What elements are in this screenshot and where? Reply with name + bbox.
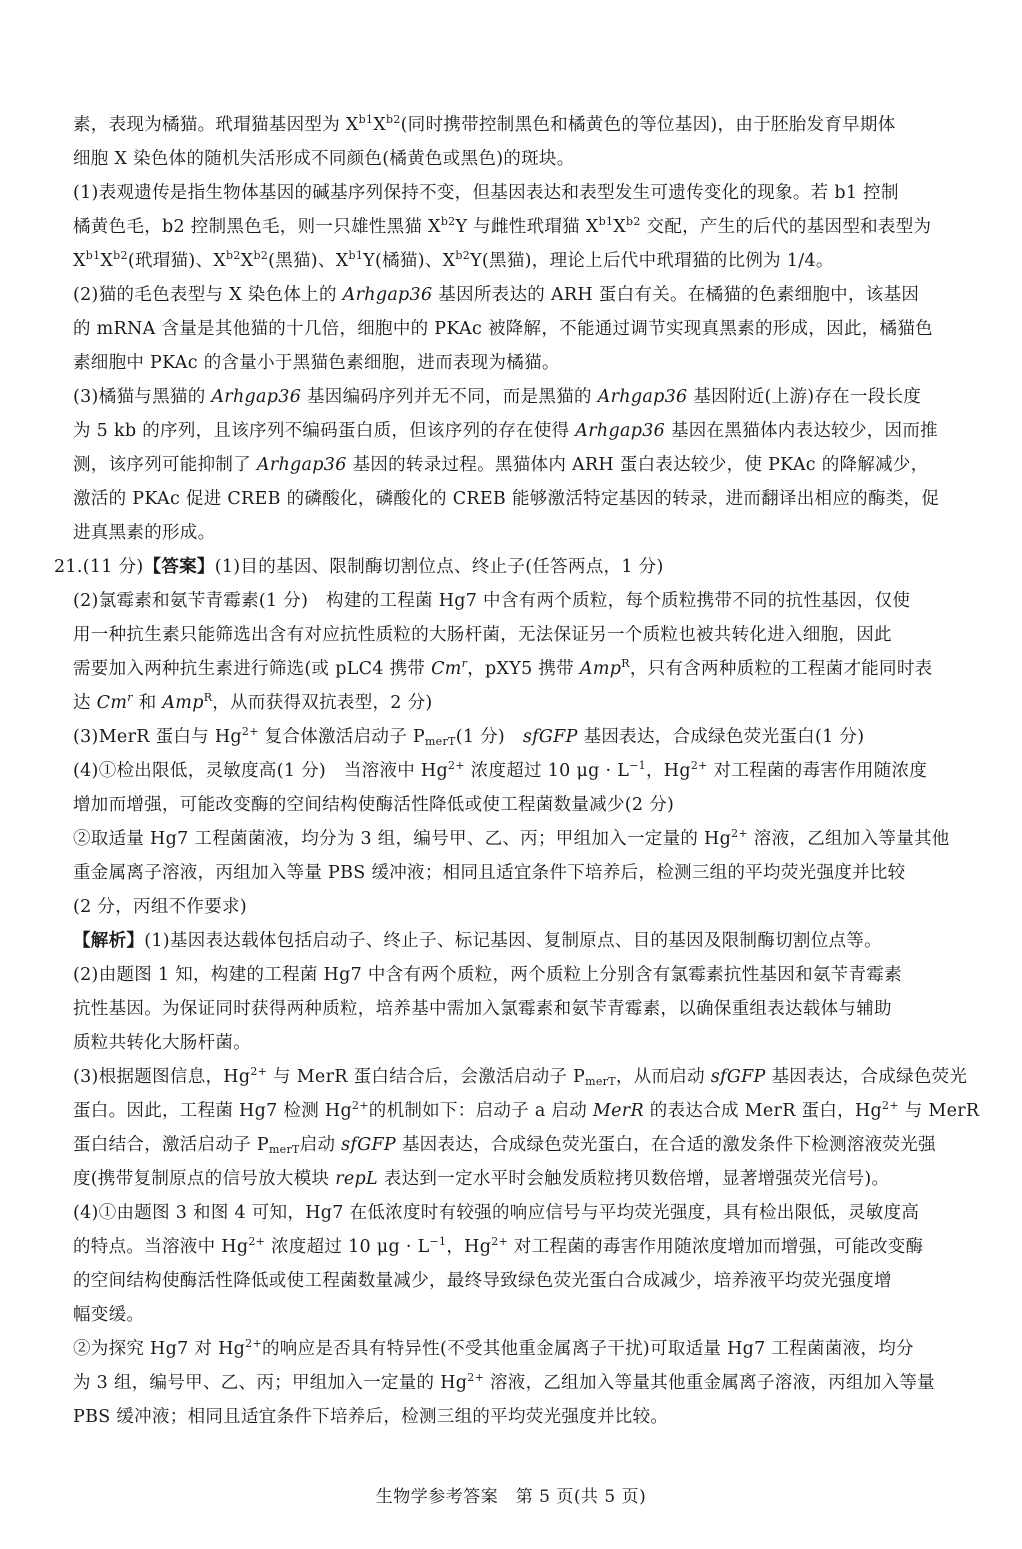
analysis-4b-line: [73, 1366, 985, 1400]
superscript: 2+: [250, 1065, 268, 1078]
gene-name: sfGFP: [710, 1067, 766, 1087]
paragraph-3-line: 进真黑素的形成。: [73, 523, 216, 543]
superscript: R: [203, 691, 213, 704]
gene-name: Amp: [579, 659, 622, 679]
text-span: 对工程菌的毒害作用随浓度增加而增强，可能改变酶: [508, 1237, 924, 1257]
text-span: 蛋白结合，激活启动子 P: [73, 1135, 269, 1155]
superscript: b1: [358, 113, 374, 126]
text-span: ，pXY5 携带: [467, 659, 580, 679]
text-span: 启动: [299, 1135, 342, 1155]
answer-3-line: [73, 720, 985, 754]
text-span: 复合体激活启动子 P: [258, 727, 425, 747]
superscript: −1: [629, 759, 646, 772]
text-span: ，从而获得双抗表型，2 分): [212, 693, 433, 713]
text-span: 的特点。当溶液中 Hg: [73, 1237, 249, 1257]
text-span: 对工程菌的毒害作用随浓度: [707, 761, 928, 781]
answer-2-line: [73, 652, 985, 686]
answer-2-line: [73, 686, 985, 720]
text-span: ，Hg: [446, 1237, 492, 1257]
answer-4b-line: [73, 822, 985, 856]
text-span: 表达到一定水平时会触发质粒拷贝数倍增，显著增强荧光信号)。: [377, 1169, 890, 1189]
text-span: 交配，产生的后代的基因型和表型为: [646, 217, 932, 237]
intro-line: [73, 108, 985, 142]
text-span: 基因表达，合成绿色荧光蛋白(1 分): [577, 727, 865, 747]
answer-4b-line: (2 分，丙组不作要求): [73, 897, 247, 917]
analysis-4-line: [73, 1230, 985, 1264]
text-span: (1 分): [455, 727, 523, 747]
text-span: 达: [73, 693, 97, 713]
text-span: 的表达合成 MerR 蛋白，Hg: [643, 1101, 883, 1121]
gene-name: repL: [335, 1169, 378, 1189]
text-span: 基因的转录过程。黑猫体内 ARH 蛋白表达较少，使 PKAc 的降解减少，: [346, 455, 929, 475]
text-span: 基因表达，合成绿色荧光: [765, 1067, 968, 1087]
paragraph-2-line: 的 mRNA 含量是其他猫的十几倍，细胞中的 PKAc 被降解，不能通过调节实现真黑素的形成，因此，橘猫色: [73, 319, 933, 339]
answer-page: [54, 108, 985, 1434]
text-span: (黑猫)、X: [268, 251, 349, 271]
gene-name: Arhgap36: [342, 285, 433, 305]
text-span: 的机制如下：启动子 a 启动: [368, 1101, 593, 1121]
superscript: −1: [429, 1235, 447, 1248]
text-span: 基因表达，合成绿色荧光蛋白，在合适的激发条件下检测溶液荧光强: [396, 1135, 936, 1155]
text-span: (同时携带控制黑色和橘黄色的等位基因)，由于胚胎发育早期体: [400, 115, 896, 135]
text-span: 溶液，乙组加入等量其他重金属离子溶液，丙组加入等量: [484, 1373, 935, 1393]
paragraph-1-line: $X^{b1}X^{b2}$(玳瑁猫)、$X^{b2}X^{b2}$(黑猫)、$X^{b1}Y$(橘猫)、$X^{b2}Y$(黑猫)，理论上后代中玳瑁猫的比例为 1/4。: [73, 249, 834, 271]
text-span: 素，表现为橘猫。玳瑁猫基因型为 X: [73, 115, 359, 135]
text-span: 与 MerR 蛋白结合后，会激活启动子 P: [267, 1067, 586, 1087]
paragraph-3-line: [73, 414, 985, 448]
text-span: (3)橘猫与黑猫的: [73, 387, 212, 407]
superscript: 2+: [248, 1235, 266, 1248]
analysis-4-line: 的空间结构使酶活性降低或使工程菌数量减少，最终导致绿色荧光蛋白合成减少，培养液平均荧光强度增: [73, 1271, 892, 1291]
text-span: Y(黑猫)，理论上后代中玳瑁猫的比例为 1/4。: [470, 251, 834, 271]
analysis-3-line: [73, 1162, 985, 1196]
paragraph-2-line: [73, 278, 985, 312]
text-span: ，从而启动: [615, 1067, 711, 1087]
paragraph-1-line: (1)表观遗传是指生物体基因的碱基序列保持不变，但基因表达和表型发生可遗传变化的现象。若 b1 控制: [73, 183, 899, 203]
paragraph-3-line: 激活的 PKAc 促进 CREB 的磷酸化，磷酸化的 CREB 能够激活特定基因的转录，进而翻译出相应的酶类，促: [73, 489, 940, 509]
analysis-1-line: [73, 924, 985, 958]
gene-name: Amp: [162, 693, 204, 713]
text-span: (4)①检出限低，灵敏度高(1 分) 当溶液中 Hg: [73, 761, 448, 781]
superscript: r: [127, 691, 133, 704]
paragraph-3-line: [73, 448, 985, 482]
superscript: 2+: [690, 759, 708, 772]
analysis-tag: 【解析】: [73, 931, 145, 951]
superscript: R: [621, 657, 630, 670]
answer-2-line: (2)氯霉素和氨苄青霉素(1 分) 构建的工程菌 Hg7 中含有两个质粒，每个质粒携带不同的抗性基因，仅使: [73, 591, 911, 611]
text-span: 测，该序列可能抑制了: [73, 455, 257, 475]
text-span: ，Hg: [645, 761, 691, 781]
text-span: Y(橘猫)、X: [363, 251, 456, 271]
text-span: 和: [132, 693, 163, 713]
text-span: (1)目的基因、限制酶切割位点、终止子(任答两点，1 分): [214, 557, 664, 577]
text-span: X: [373, 115, 387, 135]
text-span: ②为探究 Hg7 对 Hg: [73, 1339, 246, 1359]
text-span: 溶液，乙组加入等量其他: [747, 829, 950, 849]
gene-name: Arhgap36: [597, 387, 688, 407]
subscript: merT: [585, 1075, 616, 1088]
text-span: 浓度超过 10 μg · L: [464, 761, 630, 781]
analysis-2-line: 质粒共转化大肠杆菌。: [73, 1033, 251, 1053]
superscript: r: [461, 657, 468, 670]
text-span: 浓度超过 10 μg · L: [265, 1237, 430, 1257]
gene-name: Arhgap36: [256, 455, 347, 475]
gene-name: Cm: [96, 693, 128, 713]
text-span: 基因附近(上游)存在一段长度: [687, 387, 922, 407]
superscript: 2+: [731, 827, 748, 840]
superscript: 2+: [447, 759, 465, 772]
answer-4-line: 增加而增强，可能改变酶的空间结构使酶活性降低或使工程菌数量减少(2 分): [73, 795, 675, 815]
text-span: 与 MerR: [898, 1101, 980, 1121]
text-span: 需要加入两种抗生素进行筛选(或 pLC4 携带: [73, 659, 432, 679]
answer-4-line: [73, 754, 985, 788]
analysis-2-line: 抗性基因。为保证同时获得两种质粒，培养基中需加入氯霉素和氨苄青霉素，以确保重组表达载体与辅助: [73, 999, 892, 1019]
subscript: merT: [424, 735, 456, 748]
text-span: 为 5 kb 的序列，且该序列不编码蛋白质，但该序列的存在使得: [73, 421, 576, 441]
text-span: (2)猫的毛色表型与 X 染色体上的: [73, 285, 343, 305]
page-footer: 生物学参考答案 第 5 页(共 5 页): [375, 1487, 647, 1507]
gene-name: sfGFP: [522, 727, 578, 747]
analysis-2-line: (2)由题图 1 知，构建的工程菌 Hg7 中含有两个质粒，两个质粒上分别含有氯霉素抗性基因和氨苄青霉素: [73, 965, 902, 985]
gene-name: Arhgap36: [575, 421, 666, 441]
text-span: 橘黄色毛，b2 控制黑色毛，则一只雄性黑猫 X: [73, 217, 441, 237]
superscript: 2+: [351, 1099, 369, 1112]
analysis-3-line: [73, 1094, 985, 1128]
answer-2-line: 用一种抗生素只能筛选出含有对应抗性质粒的大肠杆菌，无法保证另一个质粒也被共转化进入细胞，因此: [73, 625, 892, 645]
text-span: (1)基因表达载体包括启动子、终止子、标记基因、复制原点、目的基因及限制酶切割位点等。: [144, 931, 882, 951]
superscript: b2: [386, 113, 401, 126]
question-21-header: [54, 550, 985, 584]
answer-4b-line: 重金属离子溶液，丙组加入等量 PBS 缓冲液；相同且适宜条件下培养后，检测三组的平均荧光强度并比较: [73, 863, 906, 883]
text-span: 度(携带复制原点的信号放大模块: [73, 1169, 336, 1189]
superscript: 2+: [491, 1235, 509, 1248]
text-span: (3)MerR 蛋白与 Hg: [73, 727, 242, 747]
analysis-4-line: 幅变缓。: [73, 1305, 145, 1325]
answer-tag: 【答案】: [143, 557, 215, 577]
superscript: 2+: [241, 725, 259, 738]
question-number: 21.: [54, 557, 83, 577]
superscript: 2+: [245, 1337, 262, 1350]
gene-name: sfGFP: [341, 1135, 397, 1155]
gene-name: Arhgap36: [211, 387, 302, 407]
text-span: 基因在黑猫体内表达较少，因而推: [665, 421, 938, 441]
intro-line: 细胞 X 染色体的随机失活形成不同颜色(橘黄色或黑色)的斑块。: [73, 149, 575, 169]
text-span: ②取适量 Hg7 工程菌菌液，均分为 3 组，编号甲、乙、丙；甲组加入一定量的 Hg: [73, 829, 732, 849]
text-span: 蛋白。因此，工程菌 Hg7 检测 Hg: [73, 1101, 352, 1121]
text-span: (玳瑁猫)、X: [127, 251, 227, 271]
gene-name: MerR: [592, 1101, 644, 1121]
paragraph-1-line: 橘黄色毛，b2 控制黑色毛，则一只雄性黑猫 $X^{b2}Y$ 与雌性玳瑁猫 $X^{b1}X^{b2}$ 交配，产生的后代的基因型和表型为: [73, 215, 932, 237]
text-span: Y 与雌性玳瑁猫 X: [455, 217, 599, 237]
analysis-4b-line: [73, 1332, 985, 1366]
question-score: (11 分): [82, 557, 144, 577]
text-span: 的响应是否具有特异性(不受其他重金属离子干扰)可取适量 Hg7 工程菌菌液，均分: [261, 1339, 914, 1359]
superscript: 2+: [882, 1099, 899, 1112]
subscript: merT: [268, 1143, 300, 1156]
text-span: 基因所表达的 ARH 蛋白有关。在橘猫的色素细胞中，该基因: [432, 285, 920, 305]
text-span: ，只有含两种质粒的工程菌才能同时表: [629, 659, 933, 679]
paragraph-3-line: [73, 380, 985, 414]
gene-name: Cm: [431, 659, 462, 679]
analysis-3-line: [73, 1060, 985, 1094]
analysis-4-line: (4)①由题图 3 和图 4 可知，Hg7 在低浓度时有较强的响应信号与平均荧光强度，具有检出限低，灵敏度高: [73, 1203, 920, 1223]
superscript: 2+: [467, 1371, 485, 1384]
analysis-3-line: [73, 1128, 985, 1162]
analysis-4b-line: PBS 缓冲液；相同且适宜条件下培养后，检测三组的平均荧光强度并比较。: [73, 1407, 669, 1427]
paragraph-2-line: 素细胞中 PKAc 的含量小于黑猫色素细胞，进而表现为橘猫。: [73, 353, 560, 373]
text-span: 基因编码序列并无不同，而是黑猫的: [301, 387, 598, 407]
text-span: 为 3 组，编号甲、乙、丙；甲组加入一定量的 Hg: [73, 1373, 468, 1393]
text-span: (3)根据题图信息，Hg: [73, 1067, 251, 1087]
